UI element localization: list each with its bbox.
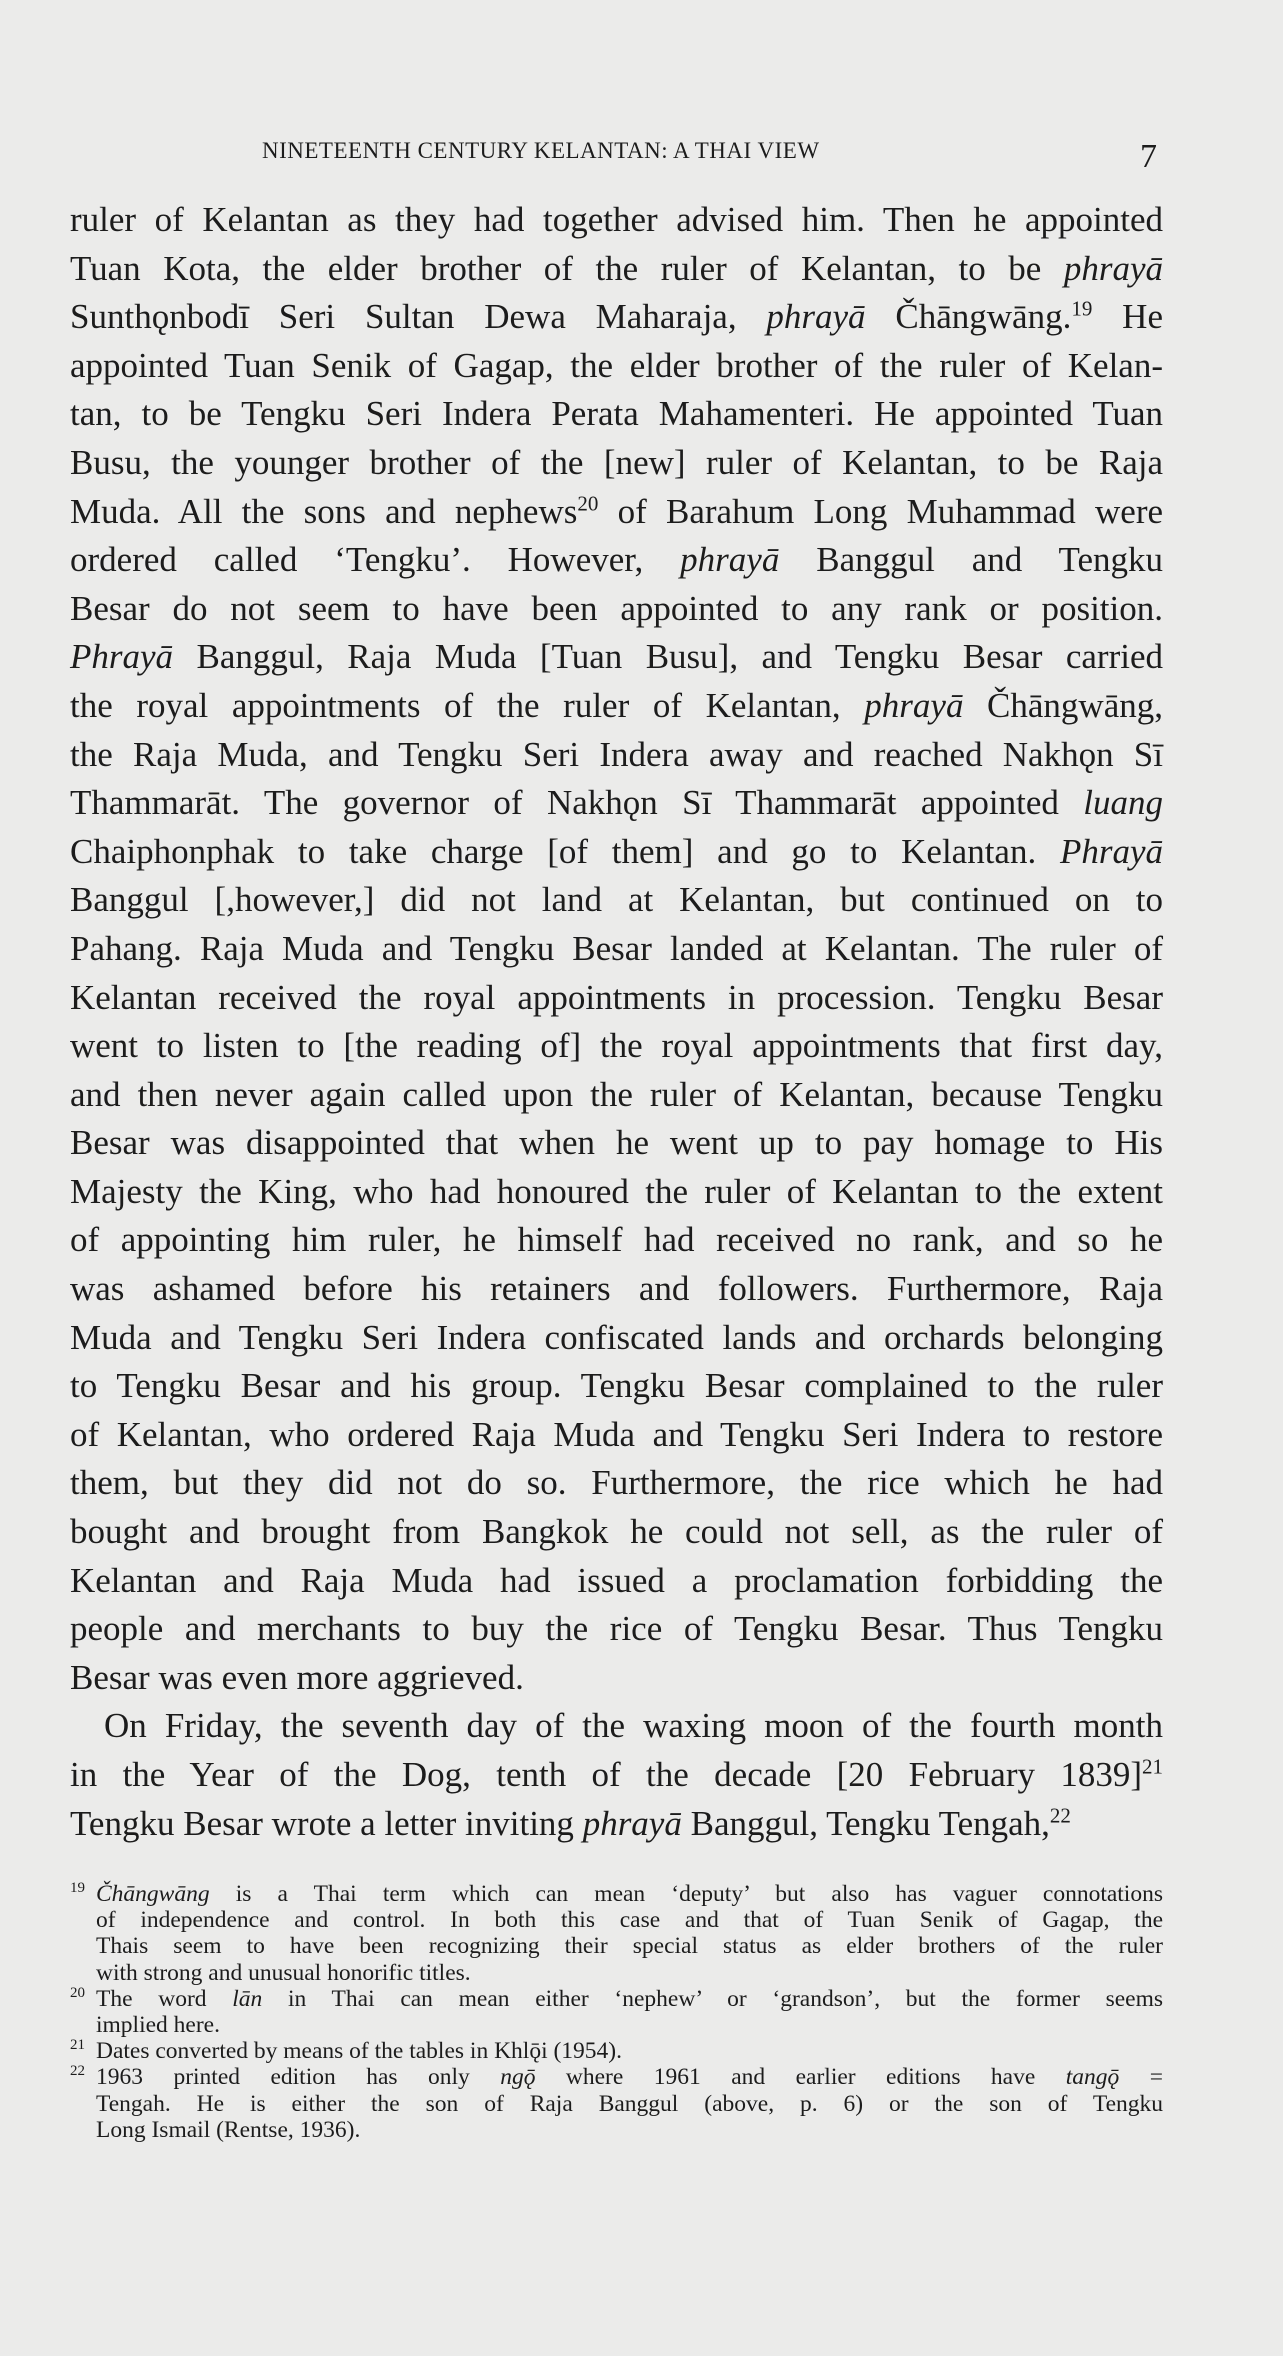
text-line: Muda and Tengku Seri Indera confiscated lands and orchards belonging [70, 1317, 1163, 1357]
text-line: the royal appointments of the ruler of Kelantan, phrayā Čhāngwāng, [70, 685, 1163, 725]
footnote-line: Long Ismail (Rentse, 1936). [96, 2116, 361, 2143]
italic-term: Phrayā [70, 637, 174, 677]
text-line: them, but they did not do so. Furthermore, the rice which he had [70, 1463, 1163, 1503]
text-line: of Kelantan, who ordered Raja Muda and Tengku Seri Indera to restore [70, 1414, 1163, 1454]
text-line: Kelantan received the royal appointments in procession. Tengku Besar [70, 977, 1163, 1017]
text-line: to Tengku Besar and his group. Tengku Besar complained to the ruler [70, 1366, 1163, 1406]
text-line: Tuan Kota, the elder brother of the ruler of Kelantan, to be phrayā [70, 248, 1163, 288]
text-line: ruler of Kelantan as they had together advised him. Then he appointed [70, 200, 1163, 239]
footnote-reference[interactable]: 21 [1142, 1754, 1163, 1779]
italic-term: phrayā [864, 685, 964, 725]
footnote-19 [70, 1881, 1163, 1986]
footnote-line: 22 1963 printed edition has only ngǭ where 1961 and earlier editions have tangǭ = [70, 2064, 1163, 2090]
footnote-number: 20 [70, 1984, 85, 2001]
italic-term: phrayā [582, 1803, 682, 1843]
italic-term: phrayā [766, 297, 866, 337]
footnote-line: Tengah. He is either the son of Raja Banggul (above, p. 6) or the son of Tengku [96, 2090, 1163, 2117]
footnote-22 [70, 2064, 1163, 2143]
italic-term: ngǭ [500, 2064, 536, 2091]
body-text [70, 196, 1163, 1848]
italic-term: lān [232, 1985, 263, 2012]
text-line: Banggul [,however,] did not land at Kelantan, but continued on to [70, 880, 1163, 920]
text-line: Sunthǫnbodī Seri Sultan Dewa Maharaja, phrayā Čhāngwāng.$^{19}$ He [70, 296, 1163, 337]
text-line: Tengku Besar wrote a letter inviting phrayā Banggul, Tengku Tengah,$^{22}$ [70, 1802, 1071, 1843]
footnote-reference[interactable]: 20 [577, 490, 599, 515]
text-line: Busu, the younger brother of the [new] ruler of Kelantan, to be Raja [70, 442, 1163, 482]
footnote-21 [70, 2038, 1163, 2064]
footnote-20 [70, 1986, 1163, 2038]
italic-term: luang [1083, 783, 1163, 823]
footnote-line: of independence and control. In both this case and that of Tuan Senik of Gagap, the [96, 1907, 1163, 1934]
footnote-line: 21 Dates converted by means of the tables in Khlǭi (1954). [70, 2038, 1163, 2064]
footnote-line: Thais seem to have been recognizing their special status as elder brothers of the ruler [96, 1933, 1163, 1960]
text-line: ordered called ‘Tengku’. However, phrayā Banggul and Tengku [70, 540, 1163, 580]
footnote-number: 21 [70, 2037, 85, 2054]
text-line: Thammarāt. The governor of Nakhǫn Sī Thammarāt appointed luang [70, 783, 1163, 823]
text-line: Besar do not seem to have been appointed to any rank or position. [70, 588, 1163, 628]
text-line: On Friday, the seventh day of the waxing moon of the fourth month [104, 1706, 1163, 1746]
text-line: Chaiphonphak to take charge [of them] and go to Kelantan. Phrayā [70, 831, 1163, 871]
running-head: NINETEENTH CENTURY KELANTAN: A THAI VIEW [262, 138, 820, 163]
text-line: appointed Tuan Senik of Gagap, the elder brother of the ruler of Kelan- [70, 345, 1163, 385]
text-line: in the Year of the Dog, tenth of the decade [20 February 1839]$^{21}$ [70, 1754, 1163, 1794]
italic-term: Čhāngwāng [96, 1881, 210, 1907]
footnote-line: 20 The word lān in Thai can mean either ‘nephew’ or ‘grandson’, but the former seems [70, 1986, 1163, 2012]
text-line: Besar was disappointed that when he went up to pay homage to His [70, 1123, 1163, 1163]
footnote-line: implied here. [96, 2011, 220, 2038]
italic-term: tangǭ [1065, 2064, 1120, 2091]
text-line: Kelantan and Raja Muda had issued a proclamation forbidding the [70, 1560, 1163, 1600]
text-line: of appointing him ruler, he himself had received no rank, and so he [70, 1220, 1163, 1260]
italic-term: phrayā [680, 540, 780, 580]
text-line: was ashamed before his retainers and followers. Furthermore, Raja [70, 1269, 1163, 1309]
footnote-number: 19 [70, 1880, 85, 1896]
footnote-line: with strong and unusual honorific titles. [96, 1959, 471, 1986]
text-line: Muda. All the sons and nephews$^{20}$ of Barahum Long Muhammad were [70, 490, 1164, 531]
text-line: tan, to be Tengku Seri Indera Perata Mahamenteri. He appointed Tuan [70, 394, 1163, 434]
page-number: 7 [1140, 138, 1157, 175]
text-line: the Raja Muda, and Tengku Seri Indera away and reached Nakhǫn Sī [70, 734, 1163, 774]
text-line: people and merchants to buy the rice of Tengku Besar. Thus Tengku [70, 1609, 1163, 1649]
text-line: Pahang. Raja Muda and Tengku Besar landed at Kelantan. The ruler of [70, 928, 1163, 968]
footnotes [70, 1881, 1163, 2143]
text-line: and then never again called upon the ruler of Kelantan, because Tengku [70, 1074, 1163, 1114]
footnote-line: 19 Čhāngwāng is a Thai term which can mean ‘deputy’ but also has vaguer connotations [70, 1881, 1163, 1907]
text-line: Besar was even more aggrieved. [70, 1657, 524, 1697]
footnote-reference[interactable]: 22 [1049, 1802, 1071, 1827]
footnote-number: 22 [70, 2063, 85, 2080]
italic-term: Phrayā [1059, 831, 1163, 871]
text-line: Phrayā Banggul, Raja Muda [Tuan Busu], and Tengku Besar carried [70, 637, 1163, 677]
text-line: bought and brought from Bangkok he could not sell, as the ruler of [70, 1512, 1163, 1552]
footnote-reference[interactable]: 19 [1071, 296, 1093, 321]
italic-term: phrayā [1063, 248, 1163, 288]
text-line: went to listen to [the reading of] the royal appointments that first day, [70, 1026, 1163, 1066]
text-line: Majesty the King, who had honoured the ruler of Kelantan to the extent [70, 1171, 1163, 1211]
